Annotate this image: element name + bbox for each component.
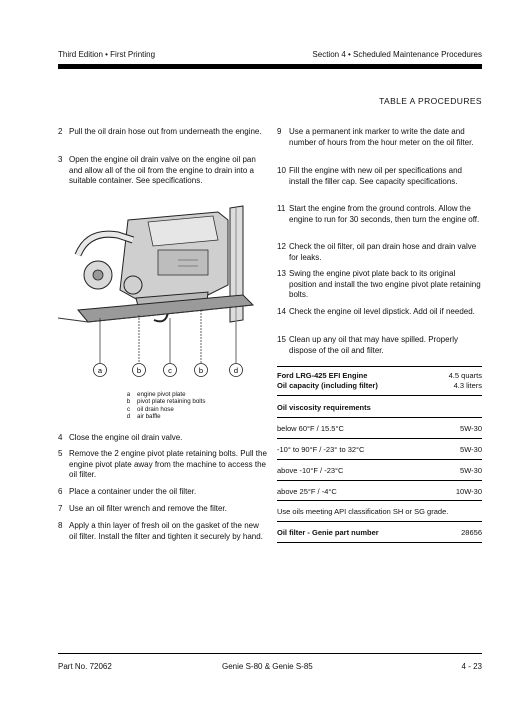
callout-b2: b <box>198 366 204 375</box>
legend-item: d air baffle <box>126 413 161 421</box>
step-6: 6 Place a container under the oil filter. <box>58 487 197 496</box>
table-rule <box>277 417 482 418</box>
step-14: 14 Check the engine oil level dipstick. Add oil if needed. <box>277 307 475 316</box>
table-rule <box>277 521 482 522</box>
footer-page-number: 4 - 23 <box>461 662 482 671</box>
step-11: 11 Start the engine from the ground controls. Allow the engine to run for 30 seconds, then turn the engine off. <box>277 204 480 224</box>
table-rule <box>277 395 482 396</box>
header-rule <box>58 64 482 69</box>
section-title: TABLE A PROCEDURES <box>379 96 482 106</box>
footer-rule <box>58 653 482 654</box>
step-9: 9 Use a permanent ink marker to write the date and number of hours from the hour meter on the oil filter. <box>277 127 474 147</box>
table-rule <box>277 500 482 501</box>
figure-legend <box>120 391 205 421</box>
engine-illustration <box>58 200 258 385</box>
step-15: 15 Clean up any oil that may have spilled. Properly dispose of the oil and filter. <box>277 335 458 355</box>
legend-item: a engine pivot plate <box>126 391 186 398</box>
step-4: 4 Close the engine oil drain valve. <box>58 433 183 442</box>
legend-item: c oil drain hose <box>126 405 174 413</box>
step-13: 13 Swing the engine pivot plate back to its original position and install the two engine pivot plate retaining bolts. <box>277 269 481 299</box>
callout-d: d <box>233 366 239 375</box>
step-2: 2 Pull the oil drain hose out from underneath the engine. <box>58 127 262 136</box>
step-8: 8 Apply a thin layer of fresh oil on the gasket of the new oil filter. Install the filter and tighten it securely by hand. <box>58 521 263 541</box>
step-3: 3 Open the engine oil drain valve on the engine oil pan and allow all of the oil from the engine to drain into a suitable container. See specifications. <box>58 155 256 185</box>
header-edition: Third Edition • First Printing <box>58 50 156 59</box>
legend-item: b pivot plate retaining bolts <box>126 398 206 406</box>
table-rule <box>277 366 482 367</box>
table-rule <box>277 459 482 460</box>
callout-b: b <box>136 366 142 375</box>
header-section: Section 4 • Scheduled Maintenance Procedures <box>312 50 482 59</box>
footer-model: Genie S-80 & Genie S-85 <box>222 662 313 671</box>
callout-c: c <box>168 366 172 375</box>
table-rule <box>277 542 482 543</box>
callout-a: a <box>97 366 103 375</box>
step-7: 7 Use an oil filter wrench and remove the filter. <box>58 504 227 513</box>
step-10: 10 Fill the engine with new oil per specifications and install the filler cap. See capacity specifications. <box>277 166 462 186</box>
footer-part-number: Part No. 72062 <box>58 662 112 671</box>
step-5: 5 Remove the 2 engine pivot plate retaining bolts. Pull the engine pivot plate away from the machine to access the oil filter. <box>58 449 267 479</box>
step-12: 12 Check the oil filter, oil pan drain hose and drain valve for leaks. <box>277 242 477 262</box>
table-rule <box>277 480 482 481</box>
table-rule <box>277 438 482 439</box>
